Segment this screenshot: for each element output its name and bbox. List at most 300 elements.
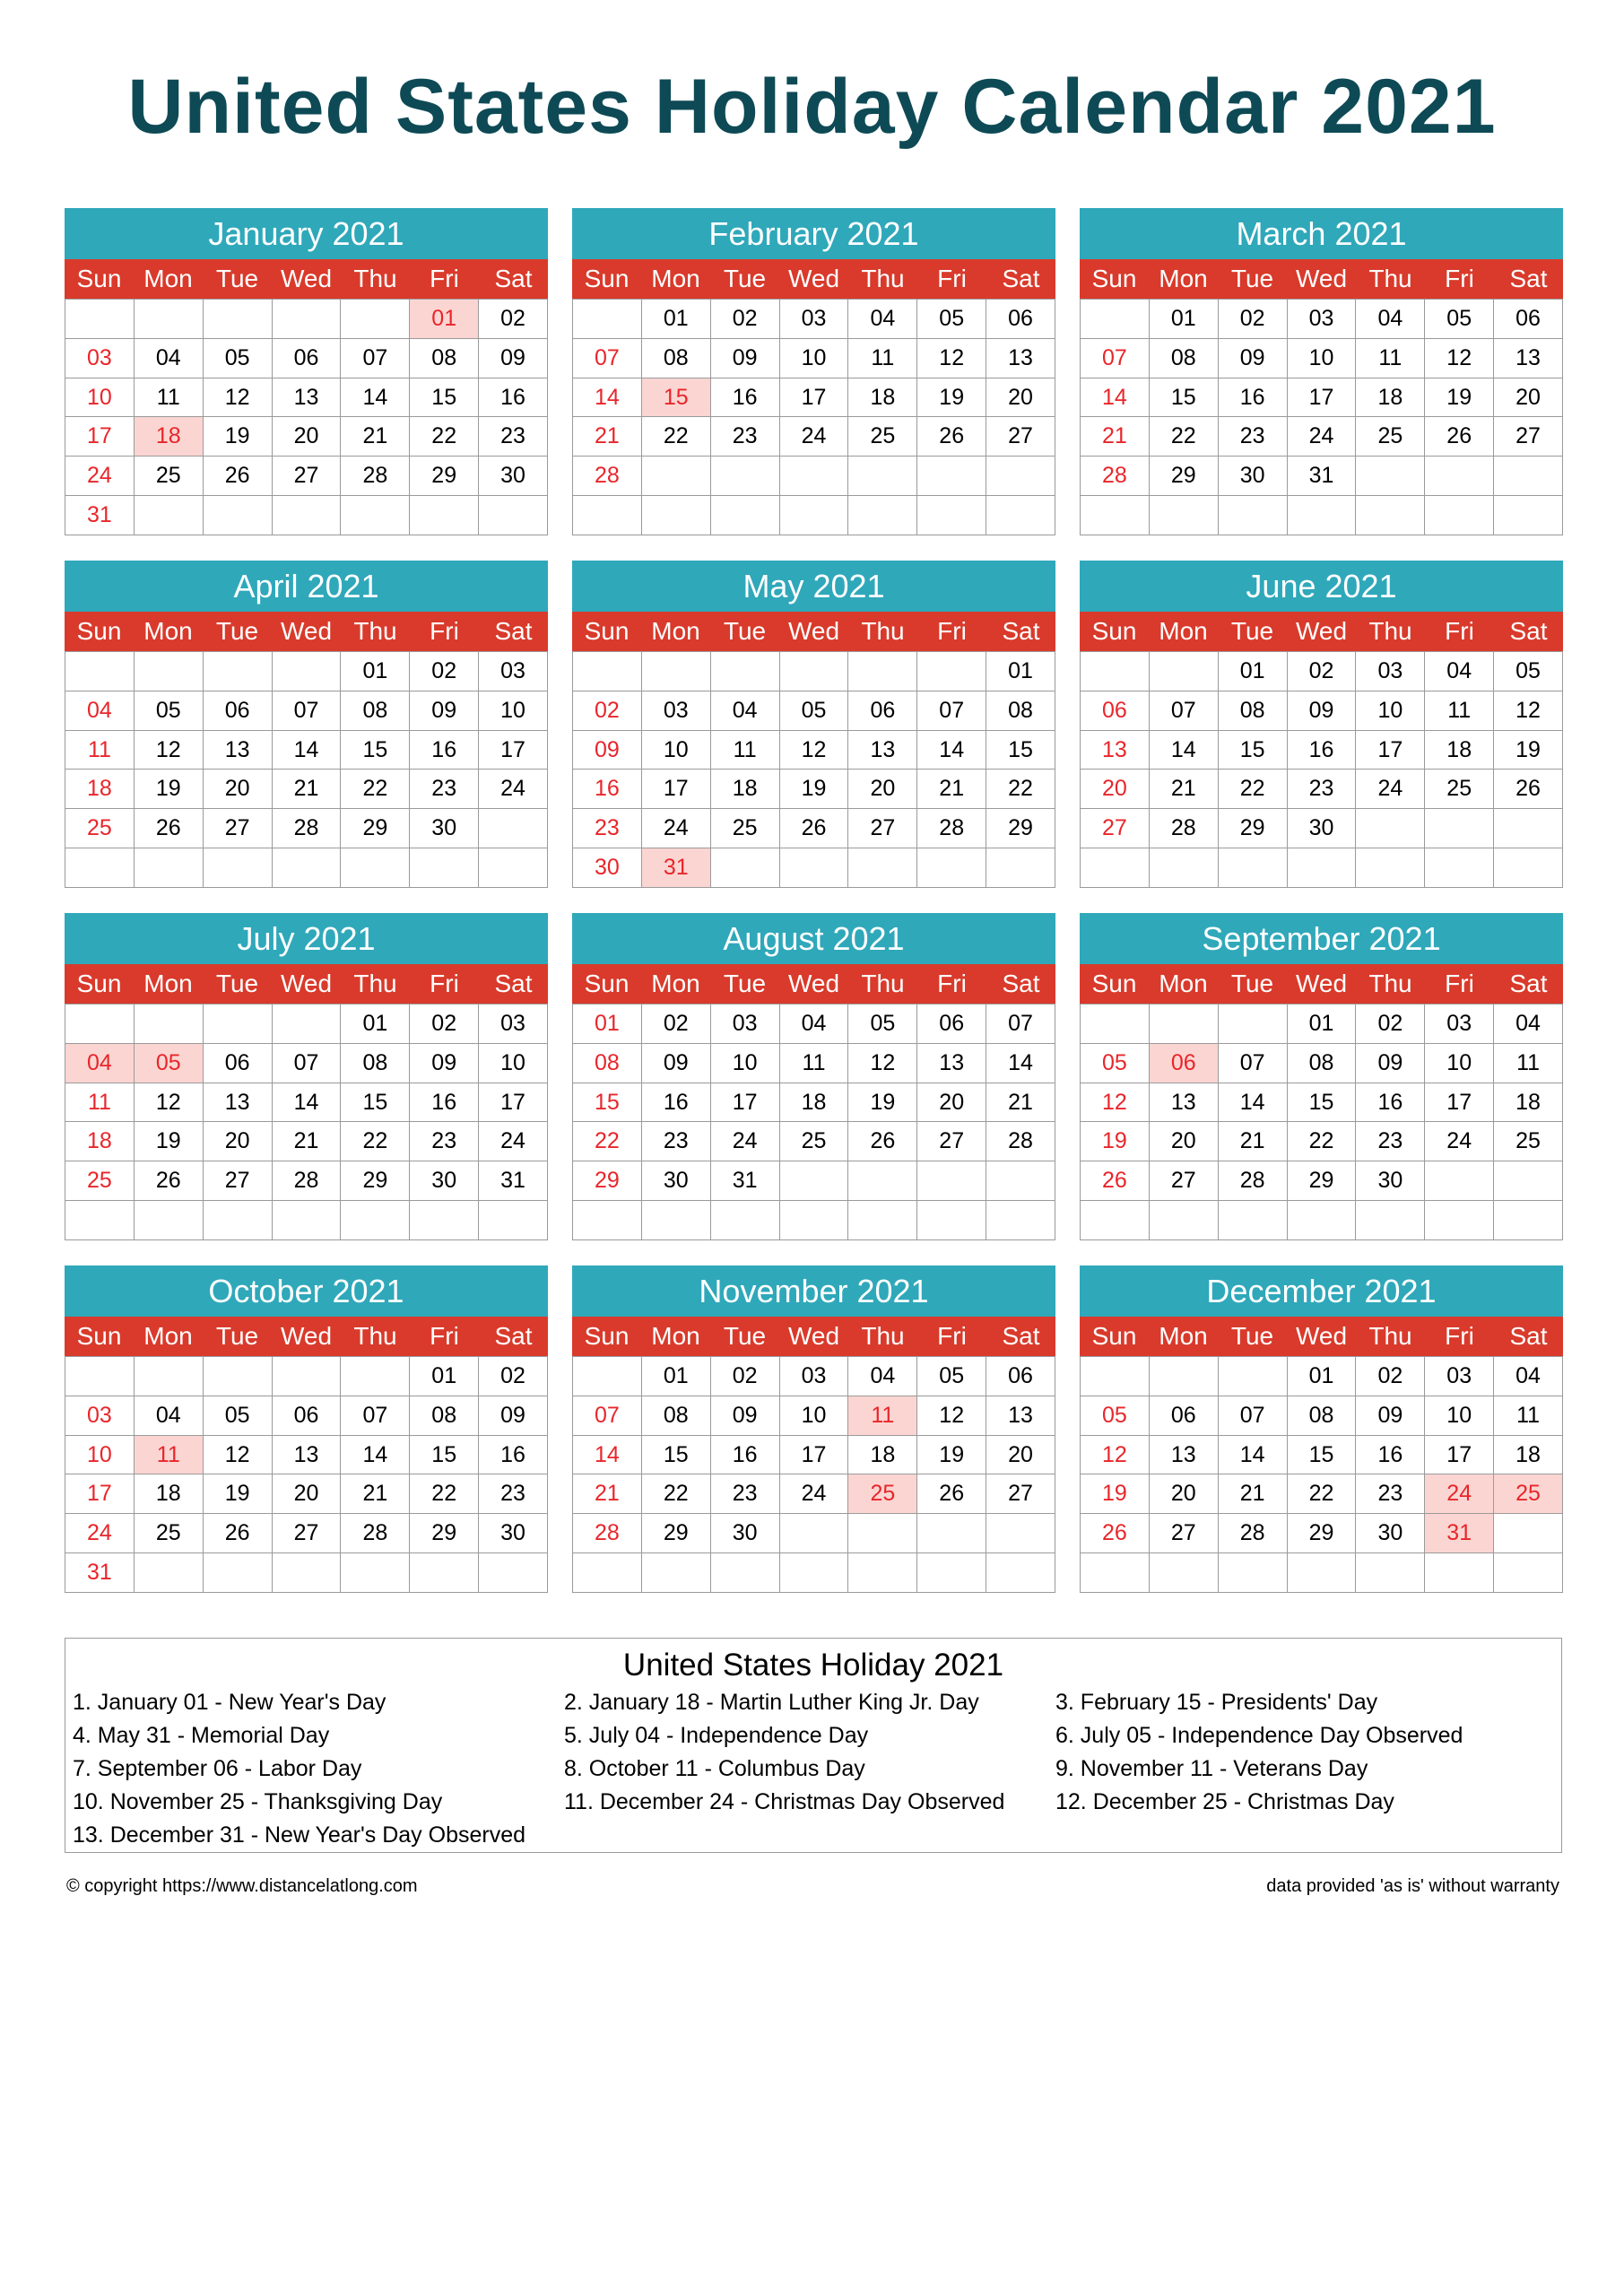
empty-day-cell (204, 1553, 273, 1593)
day-cell: 28 (986, 1122, 1055, 1161)
day-cell: 06 (1494, 300, 1563, 339)
day-cell: 19 (1081, 1122, 1150, 1161)
month-title: April 2021 (65, 561, 548, 612)
empty-day-cell (1219, 1004, 1288, 1044)
day-cell: 02 (479, 300, 548, 339)
day-cell: 13 (848, 731, 917, 770)
weekday-label: Tue (723, 1322, 767, 1350)
holiday-day-cell: 24 (1425, 1474, 1494, 1514)
empty-day-cell (917, 1514, 986, 1553)
day-cell: 22 (341, 1122, 410, 1161)
empty-day-cell (986, 457, 1055, 496)
day-cell: 11 (848, 339, 917, 378)
day-cell: 13 (273, 378, 342, 418)
empty-day-cell (135, 848, 204, 888)
weekday-label: Wed (787, 265, 840, 292)
day-cell: 05 (780, 691, 849, 731)
day-cell: 07 (273, 691, 342, 731)
day-cell: 12 (917, 1396, 986, 1436)
month-calendar (572, 913, 1055, 1240)
weekday-label: Sun (584, 617, 630, 645)
day-cell: 29 (642, 1514, 711, 1553)
weekday-label: Sat (1002, 617, 1040, 645)
day-cell: 26 (1494, 770, 1563, 809)
day-grid (572, 299, 1055, 535)
day-cell: 26 (917, 1474, 986, 1514)
month-title: September 2021 (1080, 913, 1563, 964)
day-cell: 14 (1219, 1083, 1288, 1123)
empty-day-cell (848, 1514, 917, 1553)
weekday-label: Sat (1509, 1322, 1548, 1350)
day-cell: 09 (479, 1396, 548, 1436)
day-cell: 11 (65, 1083, 135, 1123)
day-cell: 16 (573, 770, 642, 809)
legend-item: 8. October 11 - Columbus Day (564, 1756, 865, 1781)
empty-day-cell (1150, 1357, 1219, 1396)
day-cell: 26 (848, 1122, 917, 1161)
day-cell: 21 (273, 770, 342, 809)
day-cell: 03 (642, 691, 711, 731)
legend-item: 10. November 25 - Thanksgiving Day (73, 1789, 443, 1814)
empty-day-cell (848, 496, 917, 535)
empty-day-cell (1219, 1357, 1288, 1396)
day-cell: 16 (479, 378, 548, 418)
day-cell: 24 (780, 1474, 849, 1514)
day-cell: 28 (573, 457, 642, 496)
day-cell: 20 (917, 1083, 986, 1123)
day-cell: 01 (1288, 1004, 1357, 1044)
weekday-label: Sun (1091, 970, 1137, 997)
day-cell: 13 (1150, 1436, 1219, 1475)
day-cell: 05 (848, 1004, 917, 1044)
day-cell: 20 (204, 1122, 273, 1161)
weekday-label: Tue (1230, 265, 1274, 292)
weekday-label: Fri (937, 617, 967, 645)
empty-day-cell (1288, 496, 1357, 535)
day-cell: 28 (273, 1161, 342, 1201)
day-cell: 12 (780, 731, 849, 770)
weekday-label: Fri (937, 1322, 967, 1350)
day-cell: 19 (1425, 378, 1494, 418)
holiday-day-cell: 11 (848, 1396, 917, 1436)
empty-day-cell (642, 1201, 711, 1240)
empty-day-cell (573, 1357, 642, 1396)
weekday-label: Thu (1368, 1322, 1412, 1350)
day-cell: 13 (204, 731, 273, 770)
weekday-header (65, 259, 548, 299)
empty-day-cell (780, 1553, 849, 1593)
weekday-label: Fri (1445, 970, 1474, 997)
empty-day-cell (848, 1201, 917, 1240)
legend-item: 5. July 04 - Independence Day (564, 1723, 869, 1748)
day-cell: 29 (1219, 809, 1288, 848)
day-cell: 17 (1356, 731, 1425, 770)
day-cell: 25 (1494, 1122, 1563, 1161)
holiday-day-cell: 15 (642, 378, 711, 418)
empty-day-cell (1081, 1553, 1150, 1593)
empty-day-cell (642, 652, 711, 691)
weekday-label: Wed (1295, 265, 1348, 292)
day-cell: 12 (1081, 1436, 1150, 1475)
day-cell: 26 (1081, 1514, 1150, 1553)
day-cell: 27 (986, 1474, 1055, 1514)
day-cell: 28 (1219, 1514, 1288, 1553)
day-cell: 06 (917, 1004, 986, 1044)
day-cell: 27 (1150, 1514, 1219, 1553)
day-cell: 29 (573, 1161, 642, 1201)
empty-day-cell (1356, 848, 1425, 888)
weekday-label: Sun (76, 617, 122, 645)
day-cell: 16 (1219, 378, 1288, 418)
weekday-label: Sat (1002, 970, 1040, 997)
day-cell: 15 (1288, 1083, 1357, 1123)
weekday-label: Sun (584, 970, 630, 997)
empty-day-cell (1425, 1201, 1494, 1240)
empty-day-cell (1356, 457, 1425, 496)
empty-day-cell (573, 1201, 642, 1240)
day-cell: 29 (341, 1161, 410, 1201)
copyright-text: © copyright https://www.distancelatlong.com (66, 1876, 418, 1896)
day-cell: 29 (1288, 1161, 1357, 1201)
day-cell: 18 (848, 1436, 917, 1475)
day-cell: 30 (410, 809, 479, 848)
day-cell: 21 (917, 770, 986, 809)
month-calendar (1080, 913, 1563, 1240)
empty-day-cell (135, 652, 204, 691)
weekday-label: Thu (353, 970, 397, 997)
empty-day-cell (711, 1201, 780, 1240)
empty-day-cell (986, 1514, 1055, 1553)
day-cell: 15 (642, 1436, 711, 1475)
day-cell: 22 (410, 417, 479, 457)
day-cell: 13 (1494, 339, 1563, 378)
day-cell: 19 (1081, 1474, 1150, 1514)
legend-item: 4. May 31 - Memorial Day (73, 1723, 330, 1748)
day-cell: 24 (642, 809, 711, 848)
empty-day-cell (1425, 457, 1494, 496)
day-cell: 30 (410, 1161, 479, 1201)
day-cell: 04 (1494, 1357, 1563, 1396)
empty-day-cell (135, 1201, 204, 1240)
weekday-label: Sun (76, 265, 122, 292)
day-cell: 03 (479, 1004, 548, 1044)
day-cell: 26 (780, 809, 849, 848)
weekday-label: Fri (1445, 265, 1474, 292)
empty-day-cell (341, 1553, 410, 1593)
day-cell: 14 (273, 1083, 342, 1123)
weekday-label: Mon (1159, 970, 1208, 997)
weekday-label: Sat (1002, 265, 1040, 292)
day-cell: 03 (65, 1396, 135, 1436)
day-cell: 11 (1494, 1396, 1563, 1436)
day-cell: 15 (341, 731, 410, 770)
weekday-label: Fri (430, 970, 459, 997)
weekday-label: Mon (651, 1322, 700, 1350)
day-grid (572, 1004, 1055, 1240)
empty-day-cell (273, 1553, 342, 1593)
holiday-legend (65, 1638, 1562, 1853)
weekday-label: Mon (1159, 617, 1208, 645)
day-cell: 24 (1425, 1122, 1494, 1161)
day-grid (1080, 1356, 1563, 1593)
day-cell: 16 (711, 378, 780, 418)
day-cell: 16 (1288, 731, 1357, 770)
day-cell: 09 (479, 339, 548, 378)
day-cell: 24 (1288, 417, 1357, 457)
day-cell: 02 (711, 1357, 780, 1396)
day-cell: 02 (410, 1004, 479, 1044)
empty-day-cell (917, 1201, 986, 1240)
day-cell: 30 (573, 848, 642, 888)
weekday-label: Tue (723, 617, 767, 645)
empty-day-cell (1081, 496, 1150, 535)
weekday-header (572, 612, 1055, 651)
day-cell: 24 (711, 1122, 780, 1161)
day-cell: 21 (273, 1122, 342, 1161)
day-cell: 13 (204, 1083, 273, 1123)
empty-day-cell (848, 457, 917, 496)
weekday-label: Sat (1509, 970, 1548, 997)
empty-day-cell (917, 1161, 986, 1201)
day-cell: 15 (1219, 731, 1288, 770)
empty-day-cell (1219, 1553, 1288, 1593)
day-cell: 18 (1356, 378, 1425, 418)
day-cell: 24 (65, 1514, 135, 1553)
weekday-label: Tue (215, 617, 259, 645)
day-cell: 23 (573, 809, 642, 848)
day-cell: 10 (780, 1396, 849, 1436)
weekday-label: Wed (787, 970, 840, 997)
empty-day-cell (1081, 848, 1150, 888)
empty-day-cell (1425, 1161, 1494, 1201)
day-cell: 25 (65, 809, 135, 848)
day-cell: 08 (410, 1396, 479, 1436)
day-cell: 13 (986, 1396, 1055, 1436)
day-cell: 16 (410, 731, 479, 770)
day-cell: 09 (573, 731, 642, 770)
day-cell: 28 (573, 1514, 642, 1553)
day-cell: 01 (642, 300, 711, 339)
empty-day-cell (341, 848, 410, 888)
month-title: October 2021 (65, 1265, 548, 1317)
day-cell: 05 (1081, 1396, 1150, 1436)
day-cell: 09 (1288, 691, 1357, 731)
day-cell: 20 (986, 378, 1055, 418)
empty-day-cell (642, 457, 711, 496)
day-cell: 24 (780, 417, 849, 457)
day-cell: 17 (780, 1436, 849, 1475)
weekday-label: Tue (215, 265, 259, 292)
empty-day-cell (1288, 1201, 1357, 1240)
day-cell: 27 (204, 1161, 273, 1201)
empty-day-cell (1494, 1514, 1563, 1553)
empty-day-cell (917, 848, 986, 888)
empty-day-cell (204, 1004, 273, 1044)
empty-day-cell (1219, 496, 1288, 535)
day-cell: 21 (1081, 417, 1150, 457)
day-cell: 10 (1425, 1044, 1494, 1083)
weekday-label: Thu (1368, 970, 1412, 997)
day-cell: 19 (1494, 731, 1563, 770)
day-cell: 27 (1081, 809, 1150, 848)
day-cell: 09 (410, 1044, 479, 1083)
day-cell: 07 (573, 1396, 642, 1436)
empty-day-cell (65, 1201, 135, 1240)
holiday-day-cell: 25 (848, 1474, 917, 1514)
day-cell: 25 (780, 1122, 849, 1161)
weekday-label: Sat (494, 265, 533, 292)
month-title: June 2021 (1080, 561, 1563, 612)
day-grid (572, 1356, 1055, 1593)
empty-day-cell (1356, 496, 1425, 535)
empty-day-cell (65, 1357, 135, 1396)
day-cell: 06 (1081, 691, 1150, 731)
empty-day-cell (711, 1553, 780, 1593)
day-cell: 27 (273, 1514, 342, 1553)
month-title: July 2021 (65, 913, 548, 964)
day-cell: 14 (341, 1436, 410, 1475)
empty-day-cell (1219, 848, 1288, 888)
day-cell: 19 (135, 1122, 204, 1161)
day-cell: 14 (917, 731, 986, 770)
day-cell: 02 (711, 300, 780, 339)
weekday-label: Thu (1368, 265, 1412, 292)
month-calendar (572, 208, 1055, 535)
empty-day-cell (573, 300, 642, 339)
day-cell: 15 (573, 1083, 642, 1123)
day-cell: 26 (917, 417, 986, 457)
weekday-header (65, 1317, 548, 1356)
day-cell: 10 (1356, 691, 1425, 731)
weekday-label: Thu (861, 970, 905, 997)
day-cell: 05 (1081, 1044, 1150, 1083)
day-cell: 22 (1288, 1122, 1357, 1161)
weekday-header (1080, 259, 1563, 299)
day-cell: 06 (848, 691, 917, 731)
weekday-label: Sun (1091, 617, 1137, 645)
day-cell: 30 (1356, 1161, 1425, 1201)
day-cell: 28 (1150, 809, 1219, 848)
day-cell: 05 (1425, 300, 1494, 339)
day-cell: 17 (1425, 1436, 1494, 1475)
empty-day-cell (410, 848, 479, 888)
day-cell: 21 (341, 417, 410, 457)
empty-day-cell (986, 496, 1055, 535)
day-cell: 15 (1150, 378, 1219, 418)
day-cell: 08 (642, 339, 711, 378)
day-cell: 16 (711, 1436, 780, 1475)
day-cell: 02 (642, 1004, 711, 1044)
day-cell: 18 (1425, 731, 1494, 770)
day-cell: 02 (1356, 1357, 1425, 1396)
day-cell: 09 (1356, 1396, 1425, 1436)
day-cell: 20 (204, 770, 273, 809)
day-cell: 19 (917, 1436, 986, 1475)
day-cell: 04 (1356, 300, 1425, 339)
empty-day-cell (1150, 496, 1219, 535)
day-cell: 20 (986, 1436, 1055, 1475)
month-title: January 2021 (65, 208, 548, 259)
day-cell: 06 (273, 339, 342, 378)
day-cell: 29 (341, 809, 410, 848)
empty-day-cell (410, 496, 479, 535)
empty-day-cell (780, 652, 849, 691)
day-cell: 20 (1081, 770, 1150, 809)
weekday-label: Wed (1295, 617, 1348, 645)
day-cell: 03 (780, 300, 849, 339)
weekday-label: Wed (1295, 1322, 1348, 1350)
holiday-day-cell: 18 (135, 417, 204, 457)
empty-day-cell (1150, 652, 1219, 691)
empty-day-cell (135, 1357, 204, 1396)
weekday-header (1080, 964, 1563, 1004)
day-cell: 30 (1219, 457, 1288, 496)
day-cell: 07 (273, 1044, 342, 1083)
day-cell: 01 (573, 1004, 642, 1044)
day-cell: 16 (1356, 1436, 1425, 1475)
weekday-label: Fri (430, 1322, 459, 1350)
day-cell: 10 (780, 339, 849, 378)
empty-day-cell (479, 848, 548, 888)
day-cell: 17 (711, 1083, 780, 1123)
day-cell: 21 (573, 417, 642, 457)
day-cell: 08 (1288, 1044, 1357, 1083)
day-cell: 31 (1288, 457, 1357, 496)
empty-day-cell (1494, 457, 1563, 496)
empty-day-cell (1219, 1201, 1288, 1240)
day-cell: 08 (1150, 339, 1219, 378)
empty-day-cell (848, 1553, 917, 1593)
weekday-label: Wed (280, 970, 333, 997)
day-cell: 26 (135, 809, 204, 848)
weekday-header (572, 1317, 1055, 1356)
empty-day-cell (341, 1201, 410, 1240)
legend-items (65, 1689, 1561, 1849)
day-cell: 07 (1081, 339, 1150, 378)
day-cell: 25 (711, 809, 780, 848)
day-cell: 06 (204, 1044, 273, 1083)
weekday-label: Wed (787, 1322, 840, 1350)
day-cell: 05 (204, 339, 273, 378)
day-cell: 19 (204, 1474, 273, 1514)
empty-day-cell (1081, 652, 1150, 691)
day-cell: 20 (1150, 1122, 1219, 1161)
month-calendar (65, 1265, 548, 1593)
day-cell: 08 (573, 1044, 642, 1083)
day-cell: 17 (642, 770, 711, 809)
day-cell: 29 (410, 457, 479, 496)
legend-title: United States Holiday 2021 (622, 1648, 1004, 1683)
day-cell: 01 (1219, 652, 1288, 691)
weekday-label: Tue (215, 970, 259, 997)
empty-day-cell (573, 1553, 642, 1593)
weekday-label: Tue (723, 265, 767, 292)
day-cell: 18 (711, 770, 780, 809)
day-cell: 05 (135, 691, 204, 731)
weekday-label: Tue (1230, 617, 1274, 645)
month-title: February 2021 (572, 208, 1055, 259)
day-cell: 07 (1219, 1396, 1288, 1436)
weekday-header (65, 964, 548, 1004)
day-cell: 29 (1150, 457, 1219, 496)
empty-day-cell (341, 496, 410, 535)
holiday-day-cell: 04 (65, 1044, 135, 1083)
day-cell: 27 (204, 809, 273, 848)
empty-day-cell (479, 809, 548, 848)
day-grid (65, 1004, 548, 1240)
weekday-label: Mon (651, 970, 700, 997)
empty-day-cell (1425, 1553, 1494, 1593)
